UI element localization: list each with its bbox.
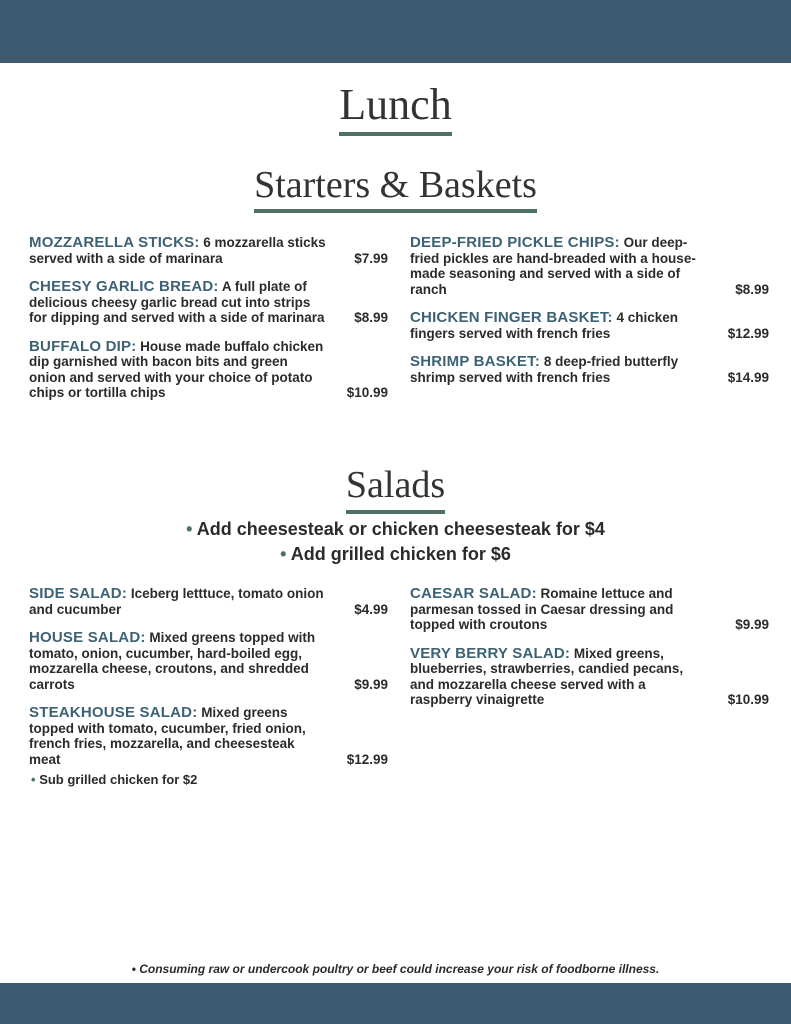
item-description: A full plate of delicious cheesy garlic bread cut into strips for dipping and served with a side of marinara [29, 279, 325, 325]
bullet-icon: • [186, 519, 193, 539]
item-name: DEEP-FRIED PICKLE CHIPS: [410, 234, 620, 251]
bullet-icon: • [31, 772, 36, 787]
item-name: SIDE SALAD: [29, 585, 128, 602]
menu-item-chicken-finger-basket [410, 310, 769, 341]
item-name: STEAKHOUSE SALAD: [29, 704, 198, 721]
item-description: 6 mozzarella sticks served with a side of marinara [29, 235, 326, 266]
menu-item-cheesy-garlic-bread [29, 279, 388, 326]
item-name: BUFFALO DIP: [29, 337, 137, 355]
menu-item-steakhouse-salad [29, 705, 388, 767]
section-title-salads: Salads [0, 462, 791, 514]
item-price: $8.99 [735, 281, 769, 297]
addon-line: • Add cheesesteak or chicken cheesesteak for $4 [186, 519, 605, 539]
item-name: CHICKEN FINGER BASKET: [410, 309, 613, 326]
menu-item-house-salad [29, 630, 388, 692]
salads-right-column [410, 586, 769, 721]
food-safety-disclaimer: • Consuming raw or undercook poultry or beef could increase your risk of foodborne illness. [131, 962, 660, 976]
menu-item-shrimp-basket [410, 354, 769, 385]
bottom-banner [0, 983, 791, 1024]
item-price: $12.99 [346, 751, 388, 767]
item-price: $7.99 [354, 250, 388, 266]
item-price: $9.99 [735, 617, 769, 632]
bullet-icon: • [280, 544, 287, 564]
item-price: $14.99 [727, 369, 769, 385]
item-price: $10.99 [346, 385, 388, 400]
salads-left-column [29, 586, 388, 787]
item-name: CHEESY GARLIC BREAD: [29, 278, 219, 295]
item-name: SHRIMP BASKET: [410, 353, 541, 370]
item-description: Iceberg letttuce, tomato onion and cucumber [29, 586, 324, 617]
item-description: House made buffalo chicken dip garnished with bacon bits and green onion and served with your choice of potato chips or tortilla chips [29, 338, 324, 400]
menu-item-buffalo-dip [29, 339, 388, 401]
section-title-starters: Starters & Baskets [0, 163, 791, 213]
steakhouse-note: • Sub grilled chicken for $2 [31, 772, 198, 787]
item-description: Romaine lettuce and parmesan tossed in Caesar dressing and topped with croutons [410, 586, 674, 632]
bullet-icon: • [131, 962, 136, 976]
item-description: Mixed greens, blueberries, strawberries, candied pecans, and mozzarella cheese served with a raspberry vinaigrette [410, 645, 684, 707]
starters-right-column [410, 235, 769, 398]
menu-item-very-berry-salad [410, 646, 769, 708]
item-price: $4.99 [354, 601, 388, 617]
top-banner [0, 0, 791, 63]
item-description: 8 deep-fried butterfly shrimp served with french fries [410, 354, 679, 385]
item-name: HOUSE SALAD: [29, 629, 146, 646]
menu-item-caesar-salad [410, 586, 769, 633]
item-name: MOZZARELLA STICKS: [29, 234, 200, 251]
page-title: Lunch [0, 80, 791, 136]
salad-addons [0, 517, 791, 567]
item-price: $9.99 [354, 676, 388, 692]
item-description: Our deep-fried pickles are hand-breaded with a house-made seasoning and served with a side of ranch [410, 235, 696, 297]
item-price: $8.99 [354, 310, 388, 325]
item-price: $10.99 [727, 692, 769, 707]
starters-left-column [29, 235, 388, 414]
menu-item-side-salad [29, 586, 388, 617]
item-price: $12.99 [727, 325, 769, 341]
item-description: Mixed greens topped with tomato, onion, cucumber, hard-boiled egg, mozzarella cheese, croutons, and shredded carrots [29, 630, 316, 692]
addon-line: • Add grilled chicken for $6 [280, 544, 511, 564]
item-description: 4 chicken fingers served with french fries [410, 310, 679, 341]
item-name: VERY BERRY SALAD: [410, 644, 571, 662]
item-description: Mixed greens topped with tomato, cucumber, fried onion, french fries, mozzarella, and cheesesteak meat [29, 705, 306, 767]
menu-item-deep-fried-pickle-chips [410, 235, 769, 297]
item-name: CAESAR SALAD: [410, 585, 537, 602]
menu-item-mozzarella-sticks [29, 235, 388, 266]
